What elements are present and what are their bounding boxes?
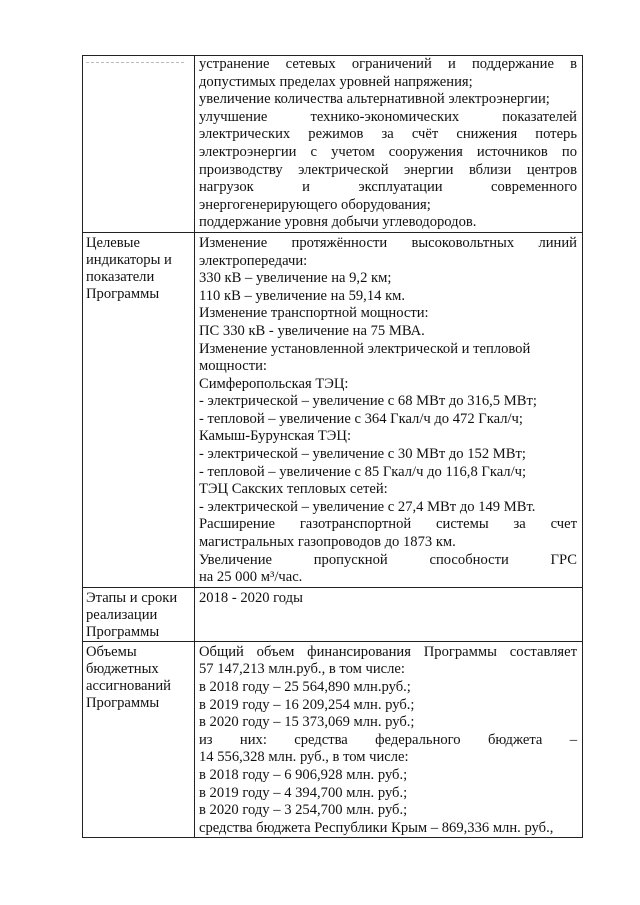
content-line: в 2020 году – 3 254,700 млн. руб.; [199,802,408,819]
content-line: нагрузок и эксплуатации современного [199,179,577,196]
content-line: - электрической – увеличение с 30 МВт до 152 МВт; [199,446,526,463]
content-line: Расширение газотранспортной системы за счет [199,516,577,533]
content-line: Изменение транспортной мощности: [199,305,429,322]
row-label-line: индикаторы и [86,251,172,268]
row-label-line: Объемы [86,643,137,660]
content-line: допустимых пределах уровней напряжения; [199,73,473,90]
content-line: - электрической – увеличение с 68 МВт до 316,5 МВт; [199,393,537,410]
row-content-cell [195,641,583,838]
content-line: 57 147,213 млн.руб., в том числе: [199,661,405,678]
row-label-cell [83,232,195,587]
row-label-line: бюджетных [86,660,159,677]
content-line: электрических режимов за счёт снижения потерь [199,126,577,143]
row-content-cell [195,587,583,641]
content-line: увеличение количества альтернативной электроэнергии; [199,91,550,108]
content-line: Изменение протяжённости высоковольтных линий [199,234,577,251]
content-line: в 2018 году – 25 564,890 млн.руб.; [199,679,411,695]
table-row [83,232,583,587]
row-label-line: Программы [86,285,160,302]
content-line: из них: средства федерального бюджета – [199,731,577,748]
content-line: магистральных газопроводов до 1873 км. [199,534,456,551]
content-line: - электрической – увеличение с 27,4 МВт до 149 МВт. [199,498,536,515]
content-line: устранение сетевых ограничений и поддержание в [199,56,577,72]
table-row [83,56,583,233]
content-line: в 2019 году – 16 209,254 млн. руб.; [199,696,415,713]
row-label-cell [83,587,195,641]
row-label-line: Программы [86,694,160,711]
content-line: Изменение установленной электрической и тепловой [199,340,531,357]
content-line: улучшение технико-экономических показателей [199,108,577,125]
content-line: в 2018 году – 6 906,928 млн. руб.; [199,766,408,783]
content-line: средства бюджета Республики Крым – 869,336 млн. руб., [199,819,554,836]
program-passport-table [82,55,583,838]
content-line: в 2020 году – 15 373,069 млн. руб.; [199,714,415,731]
row-label-line: Программы [86,623,160,640]
content-line: Симферопольская ТЭЦ: [199,375,349,392]
row-label-line: Этапы и сроки [86,589,178,606]
content-line: ТЭЦ Сакских тепловых сетей: [199,481,388,498]
content-line: Камыш-Бурунская ТЭЦ: [199,428,352,445]
content-line: 110 кВ – увеличение на 59,14 км. [199,287,406,304]
content-line: поддержание уровня добычи углеводородов. [199,214,477,231]
table-row [83,641,583,838]
row-label-line: показатели [86,268,155,285]
content-line: на 25 000 м³/час. [199,569,303,586]
row-label-line: Целевые [86,234,140,251]
content-line: 2018 - 2020 годы [199,589,303,606]
content-line: Общий объем финансирования Программы составляет [199,643,577,660]
content-line: производству электрической энергии вблизи центров [199,161,577,178]
content-line: электропередачи: [199,252,308,269]
row-label-cell [83,641,195,838]
row-label-cell [83,56,195,233]
row-label-line: реализации [86,606,158,623]
row-label-line: ассигнований [86,677,171,694]
faint-dashed-mark [86,62,184,75]
content-line: Увеличение пропускной способности ГРС [199,551,577,568]
content-line: 14 556,328 млн. руб., в том числе: [199,749,409,766]
content-line: 330 кВ – увеличение на 9,2 км; [199,270,392,287]
content-line: энергогенерирующего оборудования; [199,196,431,213]
content-line: в 2019 году – 4 394,700 млн. руб.; [199,784,408,801]
content-line: электроэнергии с учетом сооружения источников по [199,143,577,160]
content-line: мощности: [199,358,267,375]
content-line: - тепловой – увеличение с 85 Гкал/ч до 116,8 Гкал/ч; [199,463,527,480]
table-row [83,587,583,641]
content-line: - тепловой – увеличение с 364 Гкал/ч до 472 Гкал/ч; [199,410,523,427]
content-line: ПС 330 кВ - увеличение на 75 МВА. [199,322,425,339]
row-content-cell [195,56,583,233]
row-content-cell [195,232,583,587]
